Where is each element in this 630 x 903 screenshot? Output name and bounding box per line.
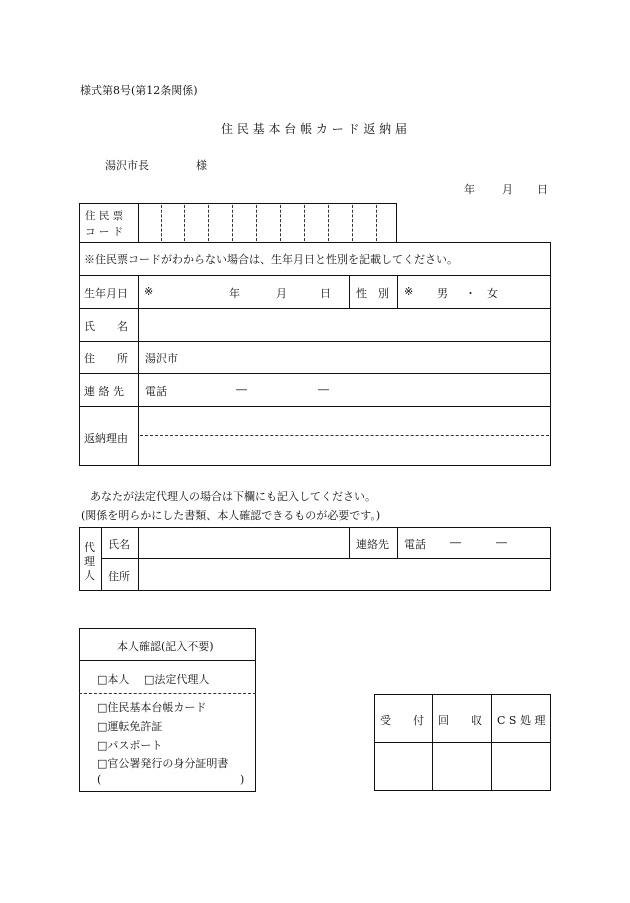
phone-field[interactable]	[170, 376, 548, 402]
addressee-honorific: 様	[196, 159, 207, 172]
reason-label: 返納理由	[84, 432, 128, 445]
phone-label: 電話	[145, 385, 167, 398]
birth-month[interactable]: 月	[276, 287, 287, 300]
sex-label: 性 別	[356, 287, 389, 300]
reason-field[interactable]	[140, 435, 549, 436]
checkbox-legal-proxy[interactable]: □法定代理人	[144, 673, 210, 686]
address-field[interactable]: 湯沢市	[145, 352, 178, 365]
proxy-name-field[interactable]	[140, 529, 347, 556]
birth-mark: ※	[144, 285, 154, 298]
birth-label: 生年月日	[84, 287, 128, 300]
phone-separator-1: ―	[236, 383, 247, 396]
office-received-cell[interactable]	[376, 744, 430, 789]
proxy-requirement-note: (関係を明らかにした書類、本人確認できるものが必要です。)	[81, 509, 381, 522]
resident-code-label-1: 住 民 票	[85, 210, 124, 222]
proxy-phone-separator-2: ―	[496, 536, 507, 549]
date-day[interactable]: 日	[537, 183, 548, 196]
phone-separator-2: ―	[318, 383, 329, 396]
birth-year[interactable]: 年	[229, 287, 240, 300]
proxy-address-field[interactable]	[140, 560, 548, 589]
resident-code-row	[79, 203, 397, 243]
office-cs-processing-header: C S 処 理	[497, 714, 546, 727]
date-year[interactable]: 年	[464, 183, 475, 196]
other-paren-close: )	[240, 773, 245, 786]
addressee-mayor: 湯沢市長	[105, 159, 149, 172]
date-month[interactable]: 月	[502, 183, 513, 196]
address-label: 住 所	[84, 352, 128, 365]
proxy-phone-separator-1: ―	[450, 536, 461, 549]
office-cs-processing-cell[interactable]	[493, 744, 549, 789]
checkbox-passport[interactable]: □パスポート	[97, 739, 163, 752]
proxy-phone-label: 電話	[404, 538, 426, 551]
identity-check-title: 本人確認(記入不要)	[117, 640, 214, 653]
checkbox-self[interactable]: □本人	[97, 673, 130, 686]
checkbox-drivers-license[interactable]: □運転免許証	[97, 720, 163, 733]
page-title: 住 民 基 本 台 帳 カ ー ド 返 納 届	[221, 122, 407, 136]
office-collected-header: 回 収	[438, 714, 482, 727]
sex-female[interactable]: 女	[487, 287, 498, 300]
name-field[interactable]	[140, 310, 548, 339]
office-received-header: 受 付	[380, 714, 424, 727]
birth-day[interactable]: 日	[320, 287, 331, 300]
code-note: ※住民票コードがわからない場合は、生年月日と性別を記載してください。	[84, 253, 458, 266]
proxy-name-label: 氏名	[108, 538, 130, 551]
checkbox-government-id[interactable]: □官公署発行の身分証明書	[97, 757, 229, 770]
sex-dot: ・	[465, 287, 476, 300]
proxy-address-label: 住所	[108, 570, 130, 583]
resident-code-label-2: コ ー ド	[85, 226, 124, 238]
proxy-side-label-2: 理	[84, 555, 95, 568]
contact-label: 連 絡 先	[84, 385, 124, 398]
sex-male[interactable]: 男	[437, 287, 448, 300]
office-collected-cell[interactable]	[434, 744, 489, 789]
checkbox-resident-card[interactable]: □住民基本台帳カード	[97, 701, 207, 714]
proxy-side-label-1: 代	[84, 541, 95, 554]
proxy-note: あなたが法定代理人の場合は下欄にも記入してください。	[90, 490, 376, 503]
proxy-contact-label: 連絡先	[356, 538, 389, 551]
sex-mark: ※	[404, 285, 414, 298]
name-label: 氏 名	[84, 320, 128, 333]
other-paren-open: (	[97, 773, 102, 786]
other-document-field[interactable]	[108, 771, 238, 787]
form-number: 様式第8号(第12条関係)	[80, 84, 198, 97]
proxy-side-label-3: 人	[84, 569, 95, 582]
